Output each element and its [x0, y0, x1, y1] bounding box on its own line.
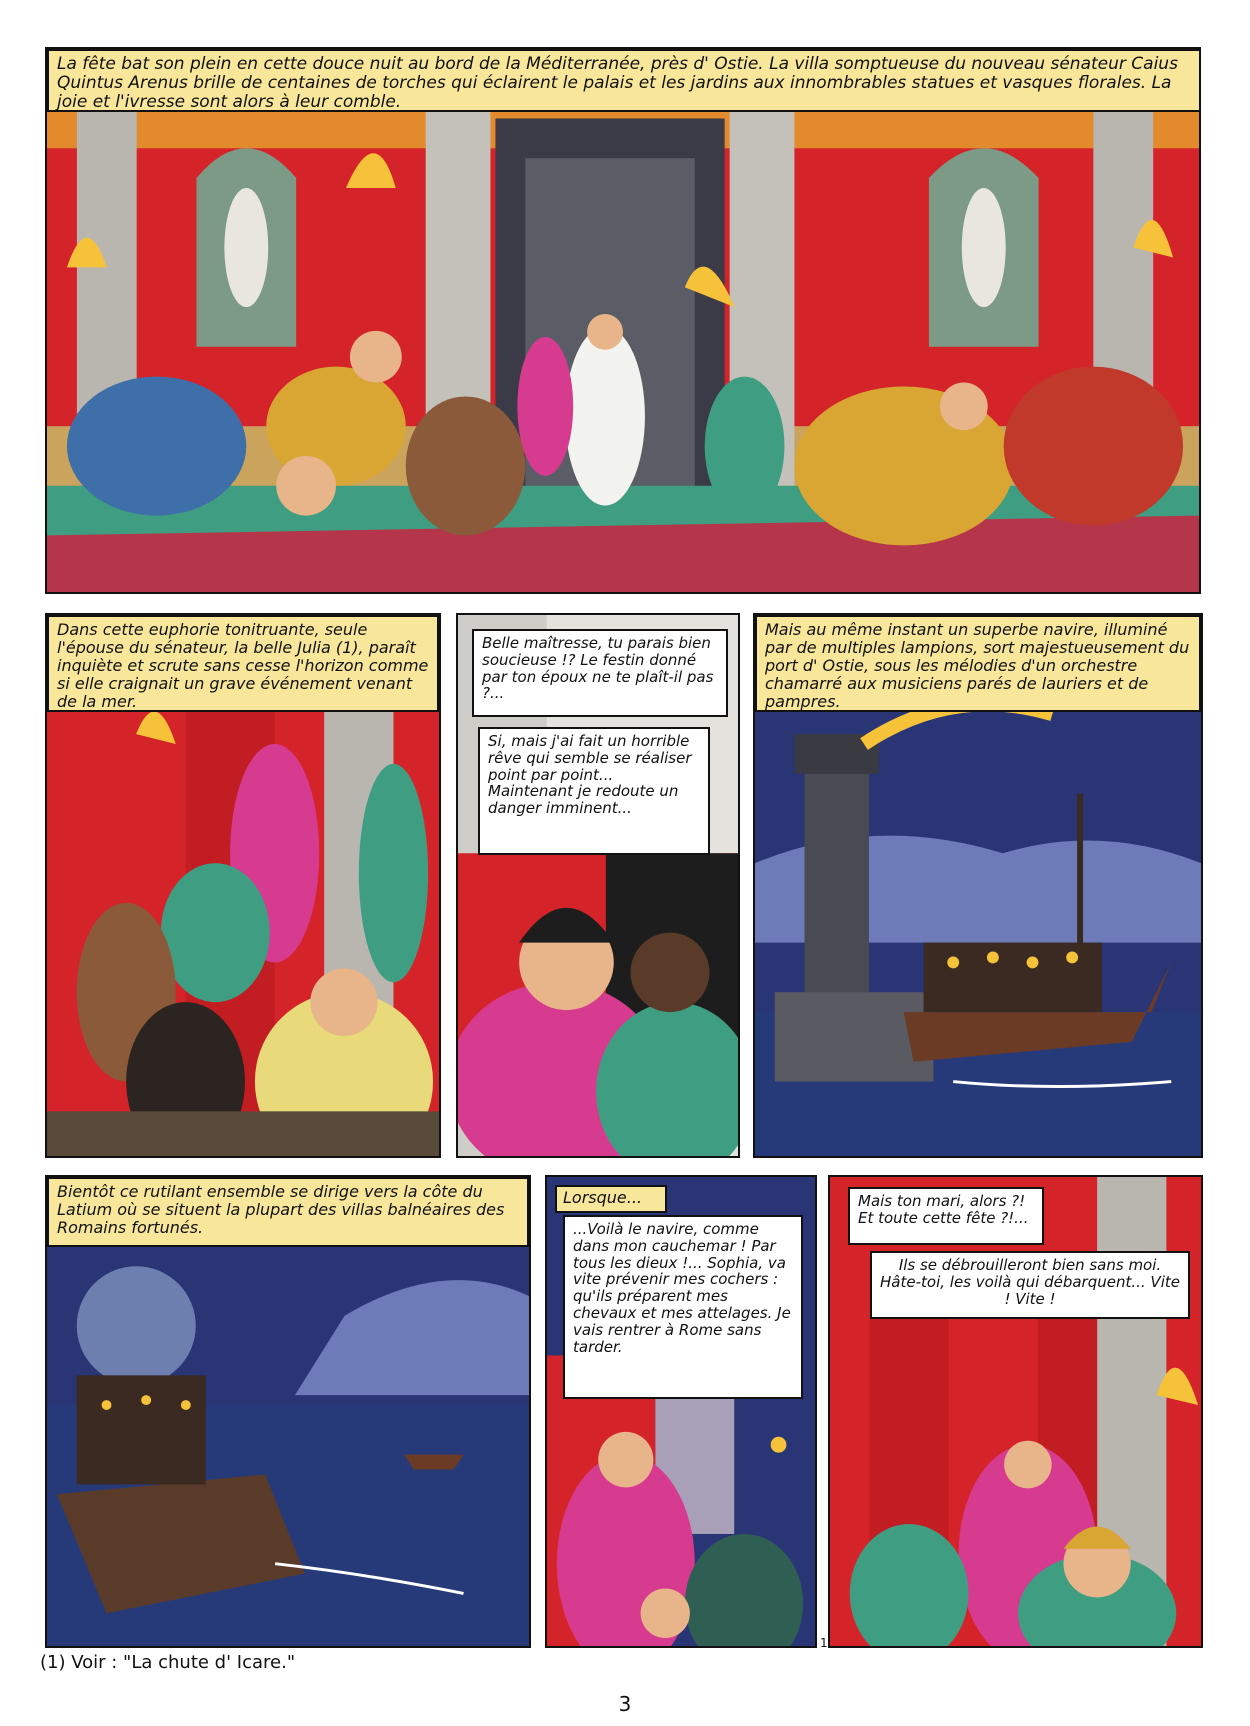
panel-7-servant-protests — [828, 1175, 1203, 1648]
speech-bubble-julia-orders: ...Voilà le navire, comme dans mon cauchemar ! Par tous les dieux !... Sophia, va vite prévenir mes cochers : qu'ils préparent mes chevaux et mes attelages. Je vais rentrer à Rome sans tarder. — [563, 1215, 803, 1399]
panel-1-caption: La fête bat son plein en cette douce nuit au bord de la Méditerranée, près d' Ostie. La villa somptueuse du nouveau sénateur Caius Quintus Arenus brille de centaines de torches qui éclairent le palais et les jardins aux innombrables statues et vasques florales. La joie et l'ivresse sont alors à leur comble. — [47, 49, 1201, 112]
panel-4-ship-leaving-port — [753, 613, 1203, 1158]
footnote: (1) Voir : "La chute d' Icare." — [40, 1652, 296, 1673]
speech-bubble-julia-reply: Ils se débrouilleront bien sans moi. Hâte-toi, les voilà qui débarquent... Vite ! Vite ! — [870, 1251, 1190, 1319]
banquet-scene-illustration — [47, 49, 1199, 592]
ship-at-sea-illustration — [47, 1177, 529, 1646]
panel-2-julia-watching — [45, 613, 441, 1158]
panel-6-caption: Lorsque... — [555, 1185, 667, 1213]
panel-5-ship-at-sea — [45, 1175, 531, 1648]
page-number: 3 — [618, 1692, 632, 1716]
servant-protests-illustration — [830, 1177, 1201, 1646]
panel-number-marker: 1 — [820, 1636, 828, 1650]
panel-5-caption: Bientôt ce rutilant ensemble se dirige vers la côte du Latium où se situent la plupart des villas balnéaires des Romains fortunés. — [47, 1177, 529, 1247]
panel-1-banquet — [45, 47, 1201, 594]
speech-bubble-servant-protest: Mais ton mari, alors ?! Et toute cette fête ?!... — [848, 1187, 1044, 1245]
panel-6-julia-orders — [545, 1175, 817, 1648]
panel-4-caption: Mais au même instant un superbe navire, illuminé par de multiples lampions, sort majestueusement du port d' Ostie, sous les mélodies d'un orchestre chamarré aux musiciens parés de lauriers et de pampres. — [755, 615, 1201, 712]
speech-bubble-servant: Belle maîtresse, tu parais bien soucieuse !? Le festin donné par ton époux ne te plaît-il pas ?... — [472, 629, 728, 717]
speech-bubble-julia: Si, mais j'ai fait un horrible rêve qui semble se réaliser point par point... Maintenant je redoute un danger imminent... — [478, 727, 710, 855]
panel-3-dialogue — [456, 613, 740, 1158]
panel-2-caption: Dans cette euphorie tonitruante, seule l'épouse du sénateur, la belle Julia (1), paraît inquiète et scrute sans cesse l'horizon comme si elle craignait un grave événement venant de la mer. — [47, 615, 439, 712]
